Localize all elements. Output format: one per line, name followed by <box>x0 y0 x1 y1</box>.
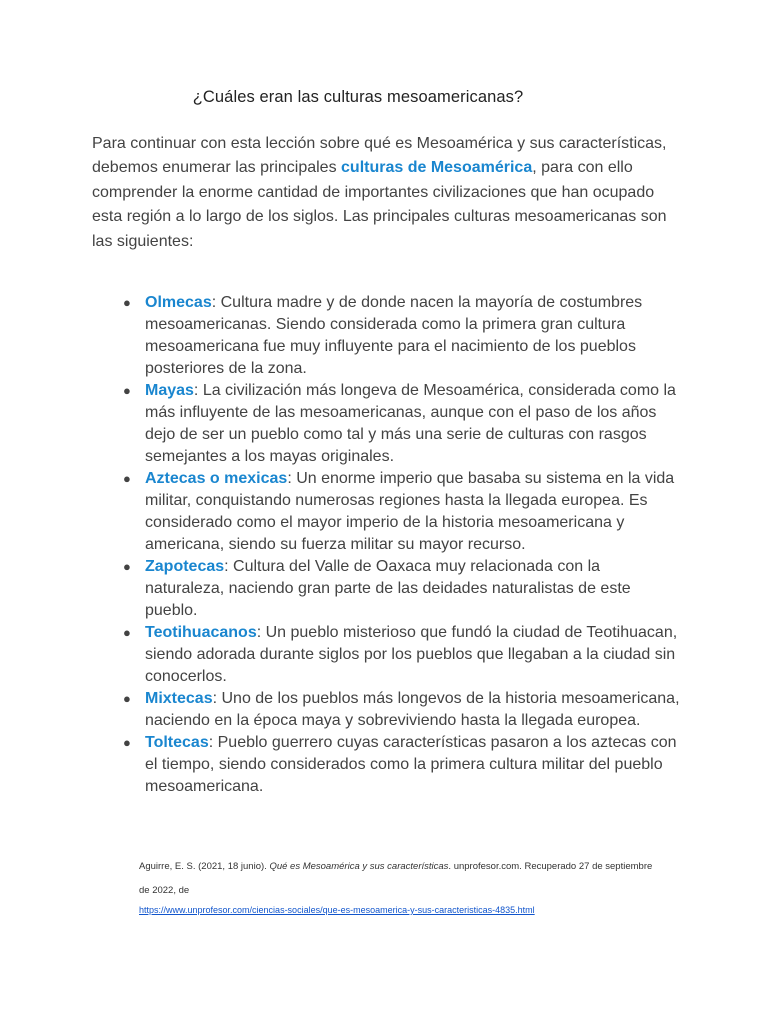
list-item <box>0 688 768 732</box>
bullet-icon: ● <box>123 295 131 310</box>
culture-term[interactable]: Zapotecas <box>145 558 225 575</box>
citation <box>139 855 659 903</box>
intro-paragraph <box>92 132 682 254</box>
culture-description: : Pueblo guerrero cuyas características pasaron a los aztecas con el tiempo, siendo considerados como la primera cultura militar del pueblo mesoamericana. <box>145 734 677 795</box>
citation-url-link[interactable]: https://www.unprofesor.com/ciencias-sociales/que-es-mesoamerica-y-sus-caracteristicas-4835.html <box>139 905 535 915</box>
list-item <box>0 468 768 556</box>
culture-description: : Un pueblo misterioso que fundó la ciudad de Teotihuacan, siendo adorada durante siglos por los pueblos que llegaban a la ciudad sin conocerlos. <box>145 624 678 685</box>
cultures-list <box>0 292 768 798</box>
intro-text-before: Para continuar con esta lección sobre qué es Mesoamérica y sus características, debemos enumerar las principales <box>92 135 667 177</box>
bullet-icon: ● <box>123 559 131 574</box>
culture-description: : La civilización más longeva de Mesoamérica, considerada como la más influyente de las mesoamericanas, aunque con el paso de los años dejo de ser un pueblo como tal y más una serie de culturas con rasgos semejantes a los mayas originales. <box>145 382 676 465</box>
culture-term[interactable]: Toltecas <box>145 734 209 751</box>
list-item <box>0 732 768 798</box>
culture-description: : Cultura madre y de donde nacen la mayoría de costumbres mesoamericanas. Siendo considerada como la primera gran cultura mesoamericana fue muy influyente para el nacimiento de los pueblos posteriores de la zona. <box>145 294 643 377</box>
bullet-icon: ● <box>123 625 131 640</box>
intro-text-after: , para con ello comprender la enorme cantidad de importantes civilizaciones que han ocupado esta región a lo largo de los siglos. Las principales culturas mesoamericanas son las siguientes: <box>92 159 667 250</box>
mesoamerica-cultures-link[interactable]: culturas de Mesoamérica <box>341 159 533 177</box>
culture-term[interactable]: Teotihuacanos <box>145 624 257 641</box>
culture-description: : Uno de los pueblos más longevos de la historia mesoamericana, naciendo en la época maya y sobreviviendo hasta la llegada europea. <box>145 690 680 729</box>
bullet-icon: ● <box>123 383 131 398</box>
page-title: ¿Cuáles eran las culturas mesoamericanas? <box>192 88 524 106</box>
culture-term[interactable]: Mixtecas <box>145 690 213 707</box>
citation-rest: . unprofesor.com. Recuperado 27 de septiembre de 2022, de <box>139 861 653 896</box>
citation-work-title: Qué es Mesoamérica y sus características <box>269 861 449 872</box>
culture-description: : Un enorme imperio que basaba su sistema en la vida militar, conquistando numerosas regiones hasta la llegada europea. Es considerado como el mayor imperio de la historia mesoamericana y americana, siendo su fuerza militar su mayor recurso. <box>145 470 675 553</box>
list-item <box>0 292 768 380</box>
list-item <box>0 380 768 468</box>
culture-term[interactable]: Olmecas <box>145 294 212 311</box>
bullet-icon: ● <box>123 735 131 750</box>
citation-authors: Aguirre, E. S. (2021, 18 junio). <box>139 861 270 872</box>
bullet-icon: ● <box>123 471 131 486</box>
list-item <box>0 556 768 622</box>
culture-term[interactable]: Mayas <box>145 382 194 399</box>
list-item <box>0 622 768 688</box>
culture-description: : Cultura del Valle de Oaxaca muy relacionada con la naturaleza, naciendo gran parte de las deidades naturalistas de este pueblo. <box>145 558 631 619</box>
bullet-icon: ● <box>123 691 131 706</box>
culture-term[interactable]: Aztecas o mexicas <box>145 470 288 487</box>
